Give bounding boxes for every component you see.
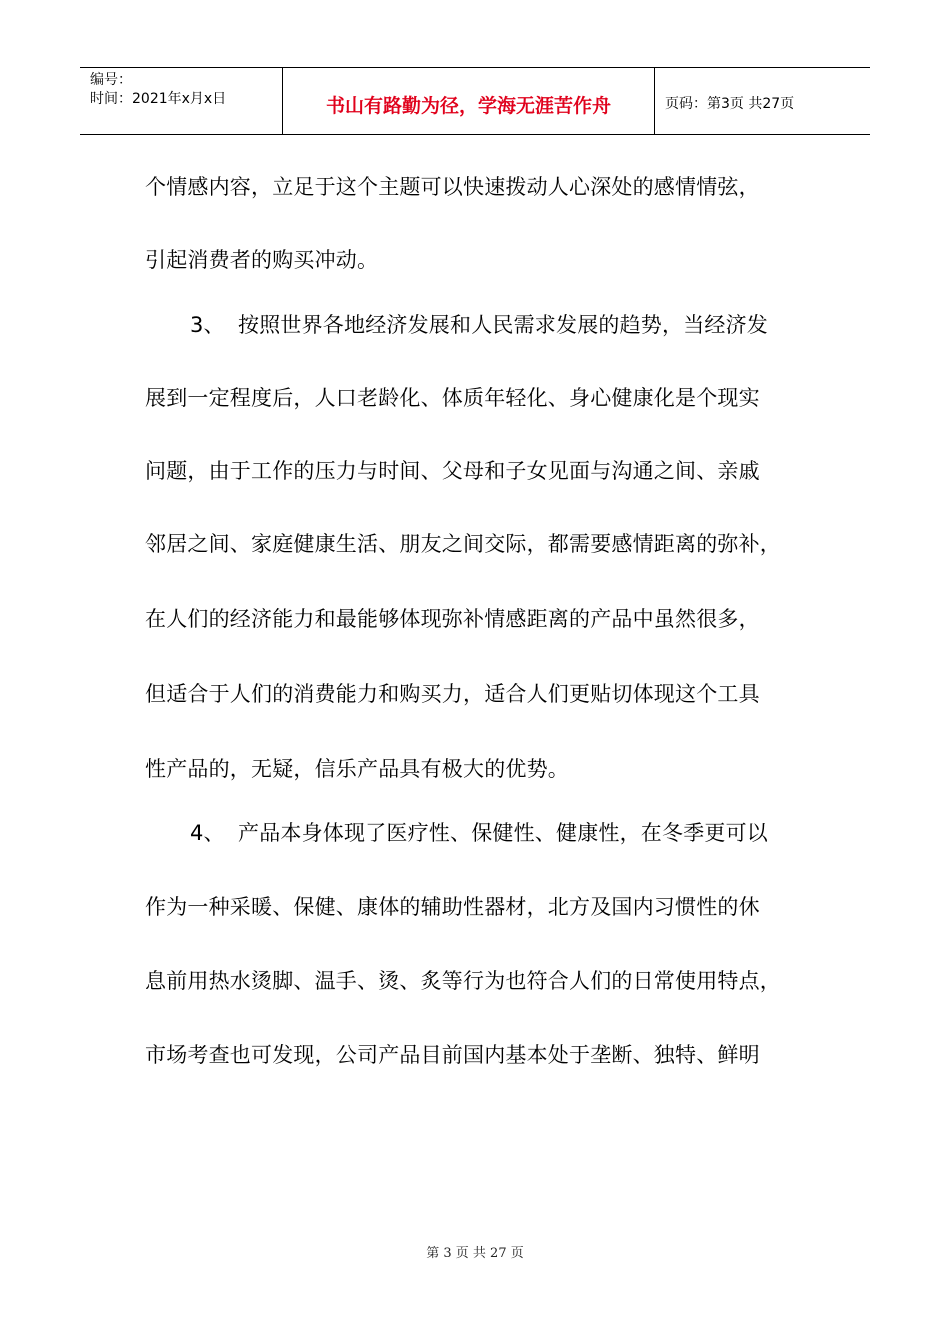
body-line: 个情感内容，立足于这个主题可以快速拨动人心深处的感情情弦， <box>145 175 760 199</box>
document-header <box>80 67 870 135</box>
body-line: 产品本身体现了医疗性、保健性、健康性，在冬季更可以 <box>238 821 768 845</box>
body-line: 作为一种采暖、保健、康体的辅助性器材，北方及国内习惯性的休 <box>145 895 760 919</box>
list-item-3 <box>190 311 768 339</box>
header-page-cell <box>655 68 870 134</box>
body-line: 息前用热水烫脚、温手、烫、炙等行为也符合人们的日常使用特点， <box>145 969 781 993</box>
body-line: 问题，由于工作的压力与时间、父母和子女见面与沟通之间、亲戚 <box>145 459 760 483</box>
list-item-4 <box>190 819 768 847</box>
header-meta-cell <box>80 68 282 134</box>
body-line: 但适合于人们的消费能力和购买力，适合人们更贴切体现这个工具 <box>145 682 760 706</box>
list-item-number: 3、 <box>190 313 225 337</box>
document-code-label: 编号： <box>90 72 132 88</box>
header-motto: 书山有路勤为径，学海无涯苦作舟 <box>325 95 611 117</box>
body-line: 邻居之间、家庭健康生活、朋友之间交际，都需要感情距离的弥补， <box>145 532 781 556</box>
body-line: 在人们的经济能力和最能够体现弥补情感距离的产品中虽然很多， <box>145 607 760 631</box>
list-item-number: 4、 <box>190 821 225 845</box>
document-time-label: 时间：2021年x月x日 <box>90 91 227 107</box>
body-line: 市场考查也可发现，公司产品目前国内基本处于垄断、独特、鲜明 <box>145 1043 760 1067</box>
page-footer: 第 3 页 共 27 页 <box>426 1246 524 1261</box>
body-line: 引起消费者的购买冲动。 <box>145 248 379 272</box>
header-motto-cell <box>282 68 655 134</box>
body-line: 性产品的，无疑，信乐产品具有极大的优势。 <box>145 757 569 781</box>
body-line: 展到一定程度后，人口老龄化、体质年轻化、身心健康化是个现实 <box>145 386 760 410</box>
header-page-info: 页码：第3页 共27页 <box>665 96 795 112</box>
body-line: 按照世界各地经济发展和人民需求发展的趋势，当经济发 <box>238 313 768 337</box>
